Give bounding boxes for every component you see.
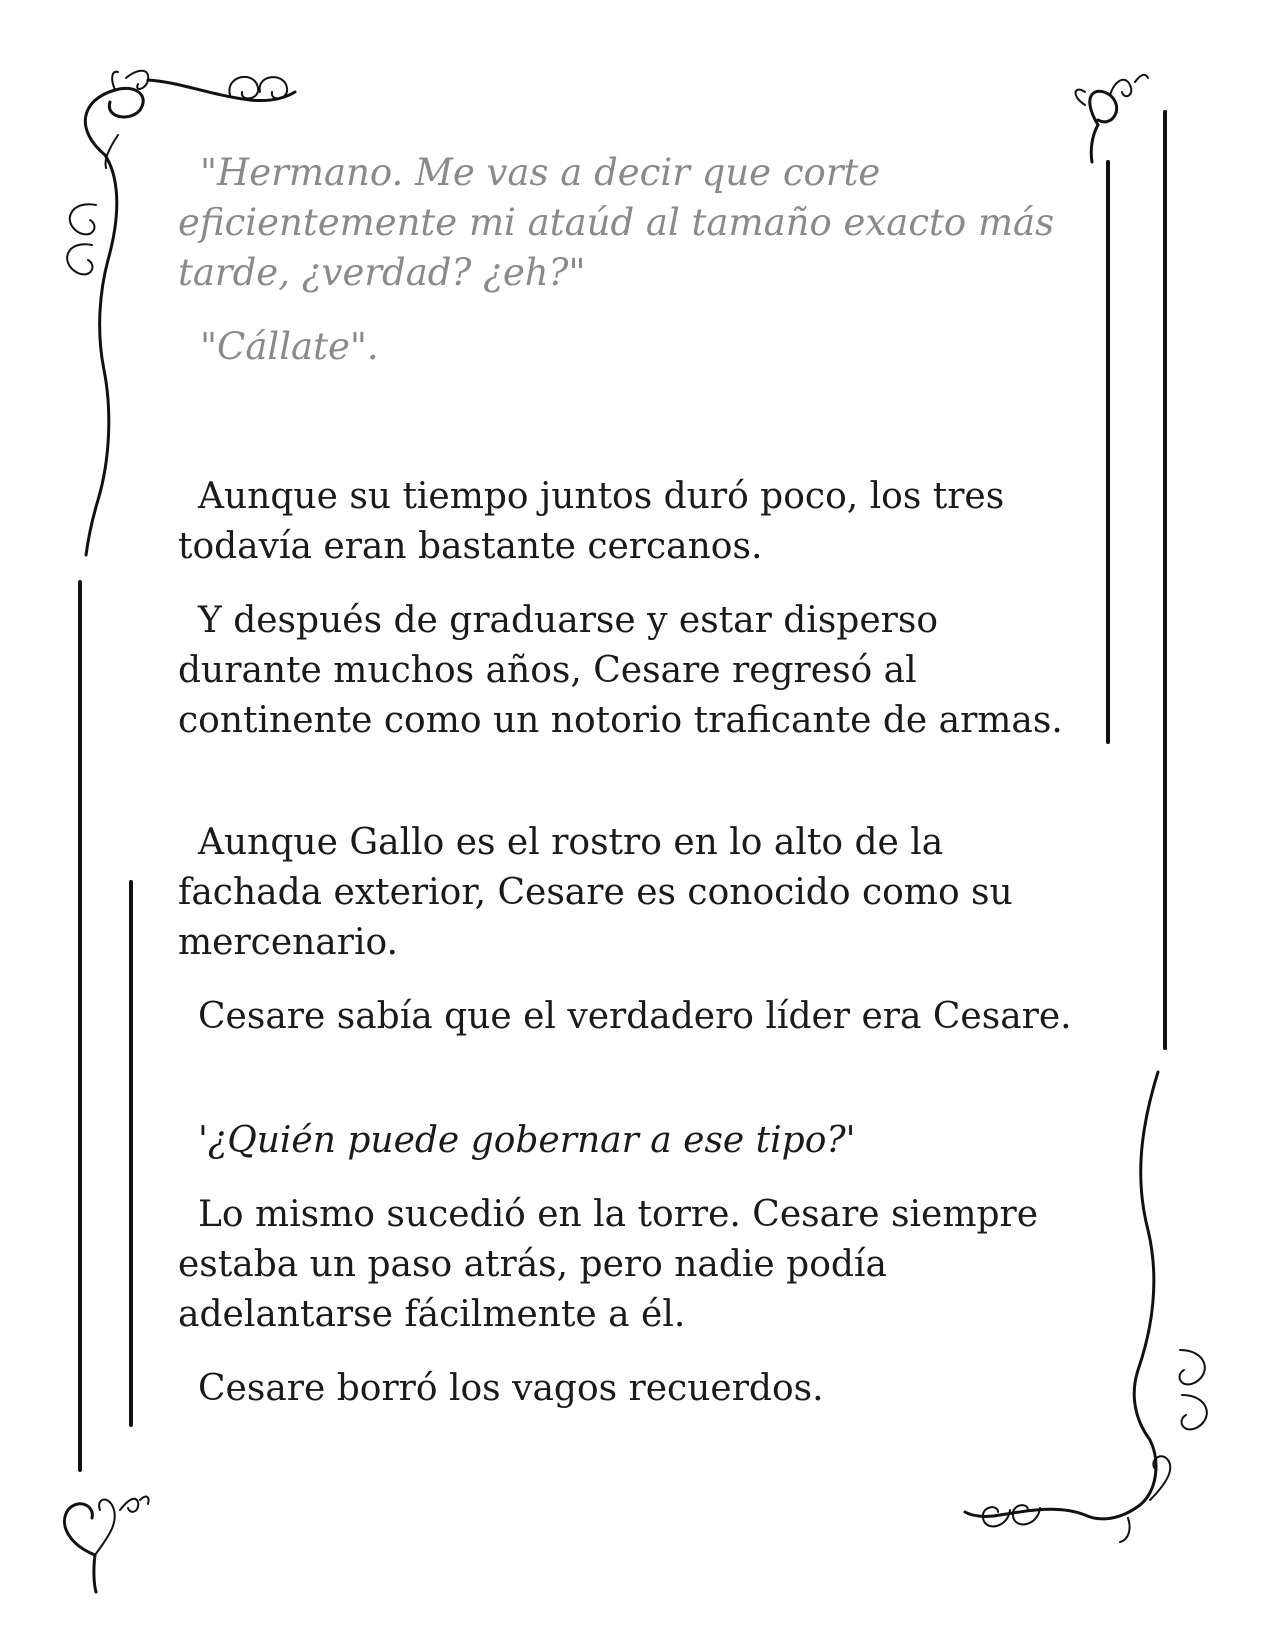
dialogue-line-1: "Hermano. Me vas a decir que corte eficientemente mi ataúd al tamaño exacto más tarde, ¿verdad? ¿eh?" (178, 151, 1055, 294)
paragraph-2: Y después de graduarse y estar disperso durante muchos años, Cesare regresó al continente como un notorio traficante de armas. (178, 600, 1063, 741)
paragraph-3: Aunque Gallo es el rostro en lo alto de la fachada exterior, Cesare es conocido como su mercenario. (178, 822, 1013, 963)
paragraph-6: Cesare borró los vagos recuerdos. (198, 1368, 824, 1409)
thought-line: '¿Quién puede gobernar a ese tipo?' (198, 1120, 856, 1161)
paragraph-5: Lo mismo sucedió en la torre. Cesare siempre estaba un paso atrás, pero nadie podía adelantarse fácilmente a él. (178, 1194, 1039, 1335)
dialogue-line-2: "Cállate". (200, 325, 379, 368)
paragraph-1: Aunque su tiempo juntos duró poco, los tres todavía eran bastante cercanos. (178, 476, 1005, 567)
paragraph-4: Cesare sabía que el verdadero líder era Cesare. (198, 996, 1072, 1037)
corner-flourish-bottom-left-icon (64, 1497, 148, 1592)
